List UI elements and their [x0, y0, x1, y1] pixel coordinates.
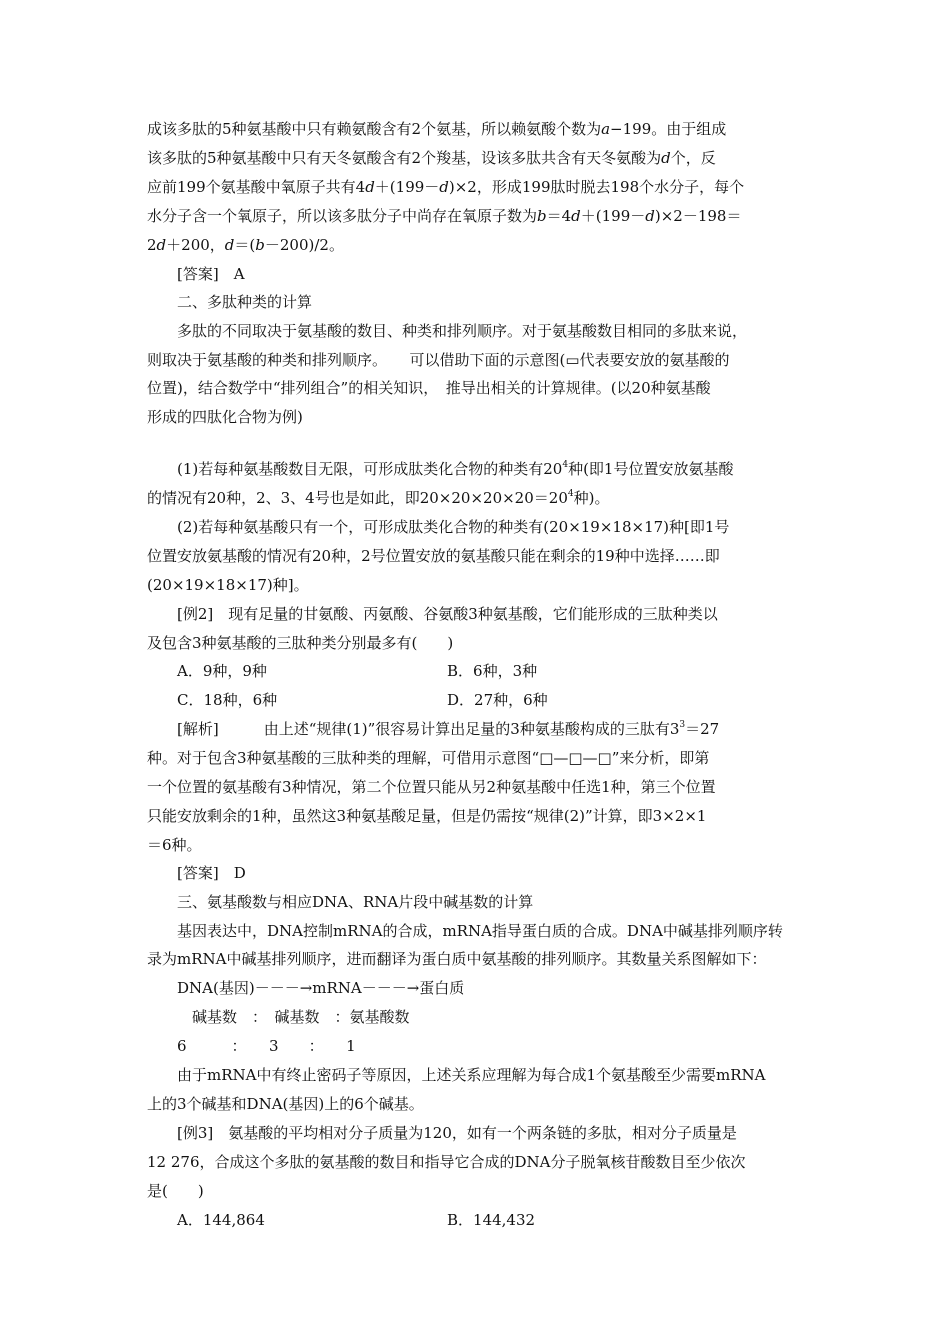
text-line: 及包含3种氨基酸的三肽种类分别最多有( ): [147, 634, 454, 652]
text-line: 基因表达中，DNA控制mRNA的合成，mRNA指导蛋白质的合成。DNA中碱基排列顺序转: [177, 922, 783, 940]
option-c: C．18种，6种: [177, 691, 278, 709]
text-line: 则取决于氨基酸的种类和排列顺序。 可以借助下面的示意图(▭代表要安放的氨基酸的: [147, 351, 730, 369]
text-line: 是( ): [147, 1182, 204, 1200]
text-line: 一个位置的氨基酸有3种情况，第二个位置只能从另2种氨基酸中任选1种，第三个位置: [147, 778, 716, 796]
option-d: D．27种，6种: [447, 691, 548, 709]
text-line: 应前199个氨基酸中氧原子共有4d＋(199－d)×2，形成199肽时脱去198个水分子，每个: [147, 178, 745, 196]
text-line: 录为mRNA中碱基排列顺序，进而翻译为蛋白质中氨基酸的排列顺序。其数量关系图解如下：: [147, 950, 767, 968]
scheme-row-3: 6 ： 3 ： 1: [177, 1037, 356, 1055]
text-line: (20×19×18×17)种]。: [147, 576, 309, 594]
text-line: 成该多肽的5种氨基酸中只有赖氨酸含有2个氨基，所以赖氨酸个数为a−199。由于组成: [147, 120, 727, 138]
rule-2: (2)若每种氨基酸只有一个，可形成肽类化合物的种类有(20×19×18×17)种[即1号: [177, 518, 730, 536]
text-line: 该多肽的5种氨基酸中只有天冬氨酸含有2个羧基，设该多肽共含有天冬氨酸为d个，反: [147, 149, 716, 167]
example-3-question: [例3] 氨基酸的平均相对分子质量为120，如有一个两条链的多肽，相对分子质量是: [177, 1124, 737, 1142]
option-b: B．144,432: [447, 1211, 536, 1229]
text-line: 2d＋200，d＝(b－200)/2。: [147, 236, 344, 254]
analysis-2: [解析] 由上述“规律(1)”很容易计算出足量的3种氨基酸构成的三肽有$3^3=27$: [177, 720, 720, 738]
section-2-title: 二、多肽种类的计算: [177, 293, 313, 311]
text-line: 的情况有20种，2、3、4号也是如此，即$20\times 20\times 20\times 20=20^4$种)。: [147, 489, 610, 507]
text-line: 形成的四肽化合物为例): [147, 408, 303, 426]
option-b: B．6种，3种: [447, 662, 538, 680]
text-line: 只能安放剩余的1种，虽然这3种氨基酸足量，但是仍需按“规律(2)”计算，即3×2×1: [147, 807, 707, 825]
text-line: 位置)，结合数学中“排列组合”的相关知识， 推导出相关的计算规律。(以20种氨基酸: [147, 379, 711, 397]
text-line: ＝6种。: [147, 836, 202, 854]
text-line: 多肽的不同取决于氨基酸的数目、种类和排列顺序。对于氨基酸数目相同的多肽来说，: [177, 322, 748, 340]
answer-2: [答案] D: [177, 864, 246, 882]
scheme-row-1: DNA(基因)－－－→mRNA－－－→蛋白质: [177, 979, 465, 997]
answer-1: [答案] A: [177, 265, 245, 283]
text-line: 由于mRNA中有终止密码子等原因，上述关系应理解为每合成1个氨基酸至少需要mRNA: [177, 1066, 766, 1084]
option-a: A．144,864: [177, 1211, 265, 1229]
section-3-title: 三、氨基酸数与相应DNA、RNA片段中碱基数的计算: [177, 893, 534, 911]
text-line: 水分子含一个氧原子，所以该多肽分子中尚存在氧原子数为b＝4d＋(199－d)×2－198＝: [147, 207, 742, 225]
text-line: 种。对于包含3种氨基酸的三肽种类的理解，可借用示意图“□—□—□”来分析，即第: [147, 749, 710, 767]
text-line: 上的3个碱基和DNA(基因)上的6个碱基。: [147, 1095, 424, 1113]
text-line: 位置安放氨基酸的情况有20种，2号位置安放的氨基酸只能在剩余的19种中选择……即: [147, 547, 720, 565]
rule-1: (1)若每种氨基酸数目无限，可形成肽类化合物的种类有$20^4$种(即1号位置安放氨基酸: [177, 460, 734, 478]
option-a: A．9种，9种: [177, 662, 267, 680]
text-line: 12 276，合成这个多肽的氨基酸的数目和指导它合成的DNA分子脱氧核苷酸数目至少依次: [147, 1153, 746, 1171]
scheme-row-2: 碱基数 ： 碱基数 ：氨基酸数: [177, 1008, 410, 1026]
example-2-question: [例2] 现有足量的甘氨酸、丙氨酸、谷氨酸3种氨基酸，它们能形成的三肽种类以: [177, 605, 718, 623]
